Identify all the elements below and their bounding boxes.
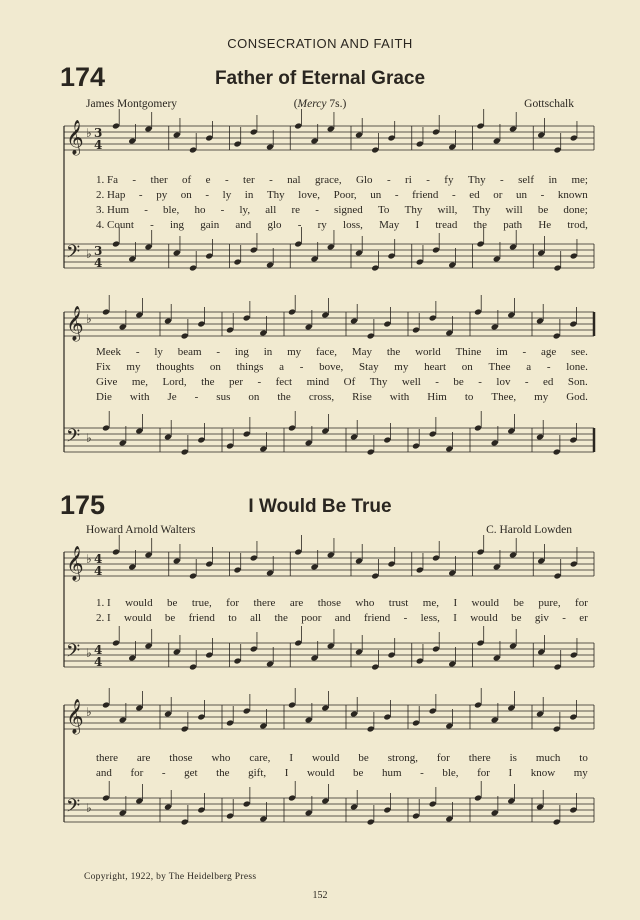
lyric-syllable: - <box>150 219 154 231</box>
lyric-syllable: who <box>355 597 375 609</box>
lyric-syllable: trod, <box>567 219 588 231</box>
lyric-syllable: trust <box>388 597 409 609</box>
lyric-syllable: be <box>537 204 549 216</box>
lyric-syllable: friend <box>188 612 215 624</box>
lyric-syllable: Thee <box>488 361 511 373</box>
lyric-syllable: tread <box>435 219 458 231</box>
lyric-syllable: - <box>546 361 551 373</box>
hymn-title: I Would Be True <box>248 496 392 517</box>
lyric-syllable: ho <box>194 204 206 216</box>
lyric-syllable: ry <box>317 219 327 231</box>
tune-name: Mercy <box>297 98 327 110</box>
lyric-syllable: on <box>180 189 192 201</box>
bass-clef: 𝄢 <box>66 796 81 821</box>
time-signature: 4 <box>94 552 103 566</box>
lyric-syllable: and <box>334 612 351 624</box>
key-signature-flat: ♭ <box>86 247 92 261</box>
lyric-syllable: a <box>279 361 285 373</box>
lyric-syllable: ing <box>169 219 185 231</box>
lyric-syllable: grace, <box>315 174 342 186</box>
lyric-syllable: Je <box>167 391 177 403</box>
lyric-syllable: fect <box>275 376 293 388</box>
lyric-syllable: - <box>524 376 529 388</box>
lyric-syllable: a <box>526 361 532 373</box>
lyric-syllable: be <box>164 612 176 624</box>
lyric-syllable: ble, <box>163 204 180 216</box>
lyric-syllable: and <box>96 767 112 779</box>
lyric-syllable: lov <box>496 376 511 388</box>
lyric-syllable: the <box>386 346 401 358</box>
lyric-syllable: - <box>299 361 304 373</box>
lyric-syllable: - <box>138 189 143 201</box>
lyric-syllable: May <box>351 346 373 358</box>
lyric-syllable: on <box>461 361 473 373</box>
lyric-syllable: those <box>169 752 193 764</box>
lyric-syllable: those <box>317 597 341 609</box>
page-number: 152 <box>312 890 328 901</box>
lyric-syllable: for <box>436 752 450 764</box>
lyric-syllable: un <box>516 189 527 201</box>
lyric-syllable: of <box>182 174 192 186</box>
lyric-syllable: Rise <box>352 391 372 403</box>
hymn-author: Howard Arnold Walters <box>86 524 196 536</box>
key-signature-flat: ♭ <box>86 646 92 660</box>
lyric-syllable: less, <box>420 612 440 624</box>
lyric-syllable: be <box>167 597 178 609</box>
lyric-syllable: well <box>401 376 421 388</box>
lyric-syllable: ed <box>543 376 554 388</box>
lyric-syllable: would <box>124 612 152 624</box>
key-signature-flat: ♭ <box>86 801 92 815</box>
lyric-syllable: and <box>235 219 252 231</box>
lyric-syllable: I <box>415 219 420 231</box>
lyric-syllable: 4. Count <box>96 219 134 231</box>
lyric-syllable: - <box>451 189 456 201</box>
hymn-title: Father of Eternal Grace <box>214 68 426 89</box>
lyric-syllable: pure, <box>538 597 561 609</box>
bass-clef: 𝄢 <box>66 426 81 451</box>
lyric-syllable: Poor, <box>333 189 357 201</box>
lyric-syllable: be <box>511 612 522 624</box>
lyric-syllable: be <box>358 752 369 764</box>
hymn-composer: C. Harold Lowden <box>486 524 572 536</box>
lyric-syllable: my <box>126 361 141 373</box>
bass-clef: 𝄢 <box>66 641 81 666</box>
time-signature: 4 <box>94 655 103 669</box>
hymn-composer: Gottschalk <box>524 98 574 110</box>
lyric-syllable: world <box>415 346 441 358</box>
lyric-syllable: 3. Hum <box>96 204 129 216</box>
lyric-syllable: poor <box>301 612 322 624</box>
lyric-syllable: me, <box>422 597 439 609</box>
time-signature: 4 <box>94 564 103 578</box>
lyric-syllable: per <box>229 376 244 388</box>
lyric-syllable: - <box>435 376 439 388</box>
lyric-syllable: - <box>161 767 166 779</box>
lyric-syllable: hum <box>381 767 402 779</box>
lyric-syllable: Stay <box>359 361 379 373</box>
lyric-syllable: - <box>224 174 229 186</box>
lyric-syllable: Die <box>96 391 112 403</box>
lyric-syllable: fy <box>444 174 454 186</box>
hymn-number: 174 <box>60 62 106 92</box>
lyric-syllable: - <box>257 376 262 388</box>
lyric-syllable: I <box>453 612 457 624</box>
treble-clef: 𝄞 <box>66 699 84 734</box>
lyric-syllable: I <box>289 752 294 764</box>
lyric-syllable: in <box>548 174 558 186</box>
lyric-syllable: Thee, <box>491 391 517 403</box>
lyric-syllable: or <box>493 189 503 201</box>
lyric-syllable: heart <box>424 361 447 373</box>
lyric-syllable: Give <box>96 376 118 388</box>
lyric-syllable: would <box>306 767 335 779</box>
lyric-syllable: mind <box>306 376 330 388</box>
lyric-syllable: Of <box>343 376 356 388</box>
lyric-syllable: bove, <box>319 361 344 373</box>
lyric-syllable: me; <box>571 174 588 186</box>
lyric-syllable: e <box>205 174 211 186</box>
lyric-syllable: - <box>205 189 210 201</box>
lyric-syllable: much <box>535 752 561 764</box>
lyric-syllable: sus <box>216 391 231 403</box>
lyric-syllable: my <box>573 767 588 779</box>
lyric-syllable: will, <box>437 204 458 216</box>
lyric-syllable: on <box>209 361 221 373</box>
lyric-syllable: who <box>211 752 231 764</box>
lyric-syllable: re <box>291 204 300 216</box>
lyric-syllable: ing <box>234 346 249 358</box>
lyric-syllable: the <box>473 219 487 231</box>
lyric-syllable: the <box>201 376 215 388</box>
lyric-syllable: see. <box>571 346 588 358</box>
lyric-syllable: Son. <box>567 376 588 388</box>
lyric-syllable: - <box>135 346 140 358</box>
lyric-syllable: there <box>96 752 118 764</box>
lyric-syllable: are <box>136 752 151 764</box>
lyric-syllable: be <box>513 597 524 609</box>
lyric-syllable: in <box>263 346 273 358</box>
lyric-syllable: - <box>420 767 424 779</box>
lyric-syllable: Lord, <box>162 376 187 388</box>
lyric-syllable: - <box>386 174 391 186</box>
lyric-syllable: - <box>297 219 302 231</box>
lyric-syllable: there <box>253 597 276 609</box>
lyric-syllable: all <box>265 204 277 216</box>
lyric-syllable: Thine <box>455 346 482 358</box>
lyric-syllable: - <box>220 204 225 216</box>
lyric-syllable: Meek <box>96 346 122 358</box>
lyric-syllable: I <box>284 767 289 779</box>
lyric-syllable: cross, <box>308 391 335 403</box>
lyric-syllable: Thy <box>404 204 423 216</box>
lyric-syllable: know <box>530 767 556 779</box>
lyric-syllable: To <box>377 204 390 216</box>
lyric-syllable: all <box>250 612 262 624</box>
lyric-syllable: glo <box>267 219 282 231</box>
lyric-syllable: Thy <box>369 376 388 388</box>
lyric-syllable: known <box>557 189 588 201</box>
lyric-syllable: for <box>226 597 239 609</box>
lyric-syllable: un <box>370 189 382 201</box>
lyric-syllable: ri <box>405 174 412 186</box>
key-signature-flat: ♭ <box>86 705 92 719</box>
lyric-syllable: im <box>496 346 508 358</box>
lyric-syllable: ther <box>150 174 168 186</box>
section-title: CONSECRATION AND FAITH <box>227 36 413 51</box>
lyric-syllable: ter <box>243 174 255 186</box>
lyric-syllable: age <box>540 346 557 358</box>
lyric-syllable: ly <box>154 346 163 358</box>
lyric-syllable: get <box>184 767 198 779</box>
lyric-syllable: be <box>353 767 364 779</box>
lyric-syllable: face, <box>315 346 338 358</box>
lyric-syllable: - <box>194 391 199 403</box>
lyric-syllable: true, <box>191 597 212 609</box>
lyric-syllable: - <box>394 189 399 201</box>
lyric-syllable: 1. Fa <box>96 174 118 186</box>
lyric-syllable: - <box>132 174 137 186</box>
lyric-syllable: loss, <box>343 219 363 231</box>
lyric-syllable: be <box>453 376 464 388</box>
lyric-syllable: Thy <box>467 174 486 186</box>
lyric-syllable: Glo <box>356 174 373 186</box>
lyric-syllable: the <box>277 391 291 403</box>
lyric-syllable: - <box>426 174 430 186</box>
lyric-syllable: ly <box>222 189 232 201</box>
lyric-syllable: friend <box>364 612 391 624</box>
bass-clef: 𝄢 <box>66 242 81 267</box>
lyric-syllable: 1. I <box>96 597 111 609</box>
lyric-syllable: me, <box>131 376 149 388</box>
lyric-syllable: my <box>394 361 409 373</box>
lyric-syllable: - <box>403 612 408 624</box>
lyric-syllable: path <box>503 219 523 231</box>
lyric-syllable: are <box>289 597 304 609</box>
key-signature-flat: ♭ <box>86 312 92 326</box>
lyric-syllable: - <box>562 612 566 624</box>
time-signature: 4 <box>94 138 103 152</box>
time-signature: 3 <box>94 126 103 140</box>
lyric-syllable: would <box>125 597 153 609</box>
lyric-syllable: to <box>464 391 474 403</box>
key-signature-flat: ♭ <box>86 126 92 140</box>
lyric-syllable: lone. <box>566 361 588 373</box>
lyric-syllable: would <box>471 597 500 609</box>
lyric-syllable: with <box>129 391 150 403</box>
lyric-syllable: giv <box>534 612 549 624</box>
lyric-syllable: nal <box>287 174 301 186</box>
lyric-syllable: May <box>379 219 400 231</box>
tune-credit: (Mercy 7s.) <box>293 98 347 110</box>
lyric-syllable: gain <box>200 219 220 231</box>
hymn-number: 175 <box>60 490 106 520</box>
lyric-syllable: - <box>478 376 482 388</box>
lyric-syllable: would <box>311 752 340 764</box>
lyric-syllable: in <box>244 189 254 201</box>
lyric-syllable: on <box>248 391 260 403</box>
lyric-syllable: for <box>575 597 588 609</box>
treble-clef: 𝄞 <box>66 306 84 341</box>
lyric-syllable: done; <box>563 204 588 216</box>
lyric-syllable: - <box>315 204 319 216</box>
lyric-syllable: - <box>269 174 273 186</box>
lyric-syllable: - <box>522 346 527 358</box>
lyric-syllable: - <box>500 174 504 186</box>
lyric-syllable: - <box>216 346 221 358</box>
lyric-syllable: Him <box>427 391 447 403</box>
treble-clef: 𝄞 <box>66 120 84 155</box>
lyric-syllable: Thy <box>472 204 491 216</box>
lyric-syllable: with <box>389 391 410 403</box>
lyric-syllable: my <box>287 346 302 358</box>
lyric-syllable: strong, <box>387 752 418 764</box>
lyric-syllable: my <box>534 391 549 403</box>
lyric-syllable: Fix <box>96 361 111 373</box>
lyric-syllable: ble, <box>442 767 459 779</box>
lyric-syllable: er <box>579 612 588 624</box>
lyric-syllable: there <box>468 752 491 764</box>
key-signature-flat: ♭ <box>86 552 92 566</box>
time-signature: 4 <box>94 256 103 270</box>
lyric-syllable: 2. Hap <box>96 189 126 201</box>
lyric-syllable: would <box>470 612 498 624</box>
time-signature: 4 <box>94 643 103 657</box>
lyric-syllable: beam <box>177 346 202 358</box>
lyric-syllable: I <box>508 767 513 779</box>
hymn-author: James Montgomery <box>86 98 178 110</box>
lyric-syllable: py <box>156 189 168 201</box>
lyric-syllable: will <box>505 204 523 216</box>
time-signature: 3 <box>94 244 103 258</box>
lyric-syllable: - <box>144 204 148 216</box>
lyric-syllable: things <box>236 361 264 373</box>
lyric-syllable: to <box>228 612 237 624</box>
lyric-syllable: friend <box>412 189 439 201</box>
lyric-syllable: self <box>518 174 535 186</box>
lyric-syllable: for <box>130 767 144 779</box>
lyric-syllable: the <box>274 612 288 624</box>
lyric-syllable: ed <box>469 189 480 201</box>
lyric-syllable: to <box>579 752 588 764</box>
lyric-syllable: He <box>538 219 552 231</box>
lyric-syllable: the <box>216 767 230 779</box>
lyric-syllable: for <box>477 767 490 779</box>
lyric-syllable: gift, <box>248 767 267 779</box>
tune-meter: 7s. <box>329 98 343 110</box>
copyright-notice: Copyright, 1922, by The Heidelberg Press <box>84 872 257 882</box>
lyric-syllable: is <box>509 752 517 764</box>
lyric-syllable: ly, <box>239 204 251 216</box>
lyric-syllable: I <box>453 597 458 609</box>
lyric-syllable: 2. I <box>96 612 111 624</box>
lyric-syllable: - <box>540 189 545 201</box>
lyric-syllable: love, <box>298 189 320 201</box>
lyric-syllable: God. <box>566 391 588 403</box>
lyric-syllable: Thy <box>266 189 285 201</box>
key-signature-flat: ♭ <box>86 431 92 445</box>
lyric-syllable: thoughts <box>156 361 195 373</box>
lyric-syllable: care, <box>249 752 271 764</box>
lyric-syllable: signed <box>334 204 363 216</box>
treble-clef: 𝄞 <box>66 546 84 581</box>
